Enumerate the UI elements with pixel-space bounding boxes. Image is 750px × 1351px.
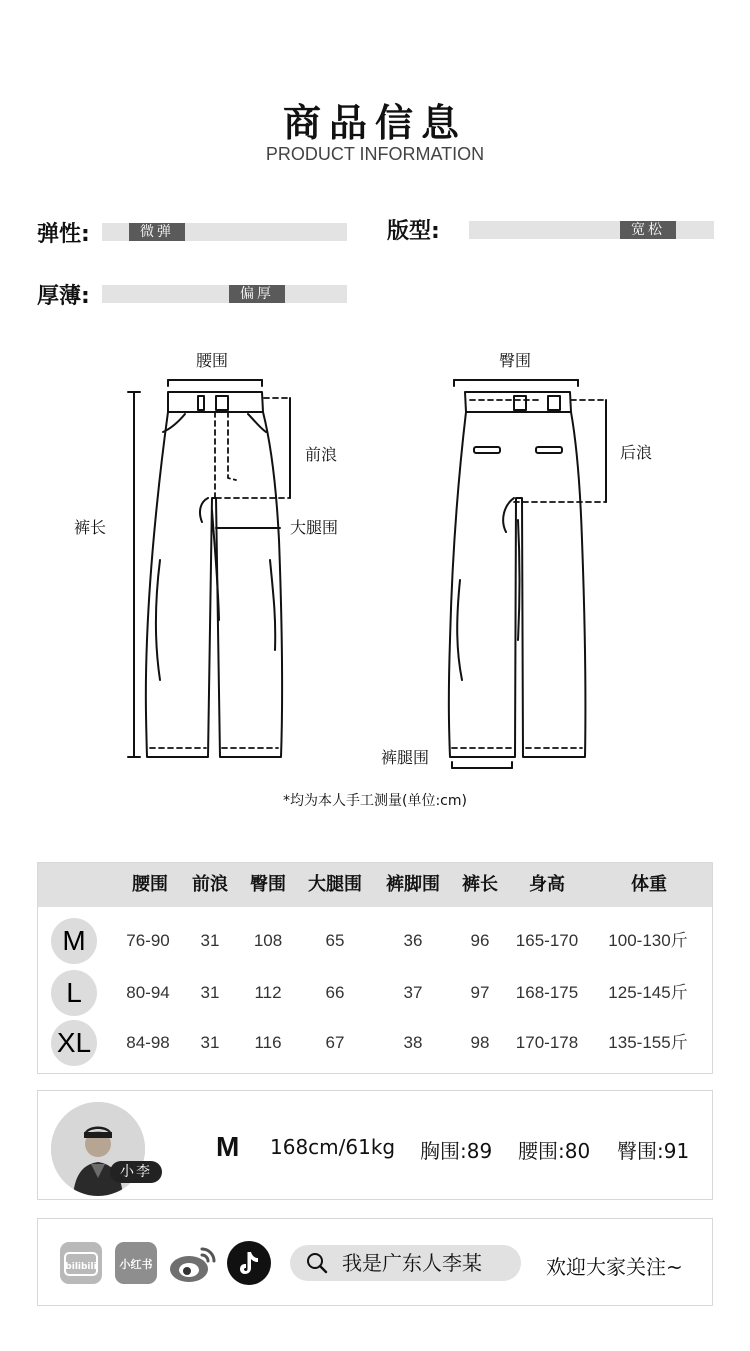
label-hem: 裤腿围 [381,748,430,767]
measurement-note: *均为本人手工测量(单位:cm) [283,793,467,809]
table-cell: 31 [200,931,220,950]
header-length: 裤长 [462,874,498,895]
table-cell: 135-155斤 [608,1033,688,1052]
table-cell: 116 [254,1033,282,1052]
weibo-icon[interactable] [168,1241,218,1285]
table-row [38,1017,712,1067]
thickness-label: 厚薄: [37,284,90,309]
header-weight: 体重 [631,874,667,895]
header-hip: 臀围 [250,874,286,895]
thickness-value: 偏厚 [229,285,285,303]
follow-text: 欢迎大家关注~ [546,1255,683,1279]
model-height-weight: 168cm/61kg [270,1135,396,1159]
header-hem: 裤脚围 [386,874,440,895]
size-badge: L [51,970,97,1016]
svg-text:bilibili: bilibili [65,1262,97,1272]
page-title: 商品信息 [282,101,467,145]
table-cell: 168-175 [515,983,579,1002]
label-hip: 臀围 [499,351,532,370]
header-thigh: 大腿围 [308,874,362,895]
table-cell: 84-98 [126,1033,170,1052]
search-text: 我是广东人李某 [342,1251,482,1275]
front-pants-outline [146,392,282,757]
svg-text:小红书: 小红书 [119,1258,153,1271]
elasticity-label: 弹性: [37,222,90,247]
table-cell: 170-178 [515,1033,579,1052]
table-cell: 97 [470,983,490,1002]
model-size: M [216,1131,240,1162]
table-cell: 80-94 [126,983,170,1002]
fit-label: 版型: [387,219,440,244]
table-cell: 98 [470,1033,490,1052]
header-waist: 腰围 [132,874,168,895]
size-table-header [38,863,712,907]
size-badge: XL [51,1020,97,1066]
elasticity-value: 微弹 [129,223,185,241]
table-cell: 165-170 [515,931,579,950]
table-cell: 31 [200,983,220,1002]
label-back-rise: 后浪 [620,443,653,462]
search-icon [306,1252,328,1274]
table-cell: 66 [325,983,345,1002]
model-hip: 臀围:91 [617,1139,690,1163]
table-cell: 67 [325,1033,345,1052]
table-cell: 112 [254,983,282,1002]
table-cell: 100-130斤 [608,931,688,950]
table-cell: 65 [325,931,345,950]
table-row [38,915,712,965]
table-row [38,967,712,1017]
search-pill[interactable] [290,1245,521,1281]
social-bar [37,1218,713,1306]
table-cell: 108 [253,931,283,950]
fit-value: 宽松 [620,221,676,239]
back-pants-outline [449,392,586,757]
table-cell: 76-90 [126,931,170,950]
label-thigh: 大腿围 [290,518,339,537]
douyin-icon[interactable] [226,1240,272,1286]
table-cell: 37 [403,983,423,1002]
size-badge: M [51,918,97,964]
table-cell: 38 [403,1033,423,1052]
xiaohongshu-icon[interactable] [114,1241,158,1285]
label-front-rise: 前浪 [305,445,338,464]
model-waist: 腰围:80 [518,1139,591,1163]
model-name-tag: 小李 [110,1161,162,1183]
bilibili-icon[interactable] [59,1241,103,1285]
label-length: 裤长 [74,518,107,537]
table-cell: 96 [470,931,490,950]
model-chest: 胸围:89 [420,1139,493,1163]
label-waist: 腰围 [196,351,229,370]
table-cell: 31 [200,1033,220,1052]
size-table [37,862,713,1074]
table-cell: 125-145斤 [608,983,688,1002]
header-height: 身高 [529,874,565,895]
header-front-rise: 前浪 [192,874,228,895]
table-cell: 36 [403,931,423,950]
page-subtitle: PRODUCT INFORMATION [265,144,485,164]
model-info-card [37,1090,713,1200]
